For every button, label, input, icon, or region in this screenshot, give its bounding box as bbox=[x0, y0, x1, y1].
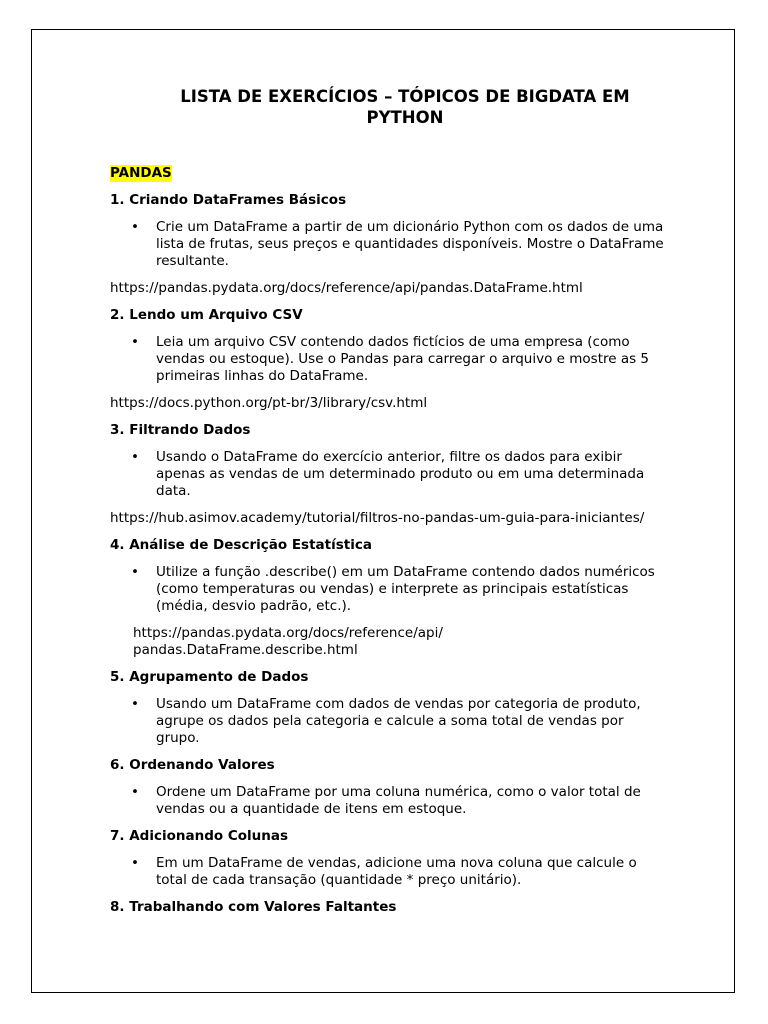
exercise-bullet: • Em um DataFrame de vendas, adicione uma nova coluna que calcule o total de cada transação (quantidade * preço unitário). bbox=[110, 855, 670, 889]
reference-link[interactable]: https://pandas.pydata.org/docs/reference/api/ pandas.DataFrame.describe.html bbox=[133, 625, 443, 658]
exercise-bullets bbox=[110, 449, 670, 500]
exercise-heading: 6. Ordenando Valores bbox=[110, 757, 275, 773]
reference-link[interactable]: https://pandas.pydata.org/docs/reference/api/pandas.DataFrame.html bbox=[110, 280, 583, 296]
exercise-heading: 7. Adicionando Colunas bbox=[110, 828, 289, 844]
exercise-bullet: • Crie um DataFrame a partir de um dicionário Python com os dados de uma lista de frutas, seus preços e quantidades disponíveis. Mostre o DataFrame resultante. bbox=[110, 219, 670, 270]
exercise-bullet: • Usando um DataFrame com dados de vendas por categoria de produto, agrupe os dados pela categoria e calcule a soma total de vendas por grupo. bbox=[110, 696, 670, 747]
exercise-heading: 4. Análise de Descrição Estatística bbox=[110, 537, 372, 553]
exercise-bullet: • Ordene um DataFrame por uma coluna numérica, como o valor total de vendas ou a quantidade de itens em estoque. bbox=[110, 784, 670, 818]
exercise-heading: 5. Agrupamento de Dados bbox=[110, 669, 309, 685]
exercise-bullets bbox=[110, 696, 670, 747]
exercise-bullet: • Usando o DataFrame do exercício anterior, filtre os dados para exibir apenas as vendas de um determinado produto ou em uma determinada data. bbox=[110, 449, 670, 500]
exercise-heading: 8. Trabalhando com Valores Faltantes bbox=[110, 899, 397, 915]
exercise-heading: 1. Criando DataFrames Básicos bbox=[110, 192, 347, 208]
exercise-heading: 2. Lendo um Arquivo CSV bbox=[110, 307, 303, 323]
section-label-wrapper bbox=[110, 162, 670, 192]
exercise-bullets bbox=[110, 564, 670, 615]
exercise-bullets bbox=[110, 855, 670, 889]
section-label: PANDAS bbox=[110, 165, 172, 181]
exercise-bullets bbox=[110, 784, 670, 818]
exercise-bullets bbox=[110, 219, 670, 270]
exercise-bullet: • Leia um arquivo CSV contendo dados fictícios de uma empresa (como vendas ou estoque). Use o Pandas para carregar o arquivo e mostre as 5 primeiras linhas do DataFrame. bbox=[110, 334, 670, 385]
exercise-bullet: • Utilize a função .describe() em um DataFrame contendo dados numéricos (como temperaturas ou vendas) e interprete as principais estatísticas (média, desvio padrão, etc.). bbox=[110, 564, 670, 615]
document-page bbox=[31, 29, 735, 993]
reference-link[interactable]: https://docs.python.org/pt-br/3/library/csv.html bbox=[110, 395, 428, 411]
exercise-heading: 3. Filtrando Dados bbox=[110, 422, 251, 438]
reference-link[interactable]: https://hub.asimov.academy/tutorial/filtros-no-pandas-um-guia-para-iniciantes/ bbox=[110, 510, 645, 526]
document-content bbox=[110, 86, 670, 926]
exercise-bullets bbox=[110, 334, 670, 385]
document-title: LISTA DE EXERCÍCIOS – TÓPICOS DE BIGDATA EM PYTHON bbox=[180, 87, 630, 127]
